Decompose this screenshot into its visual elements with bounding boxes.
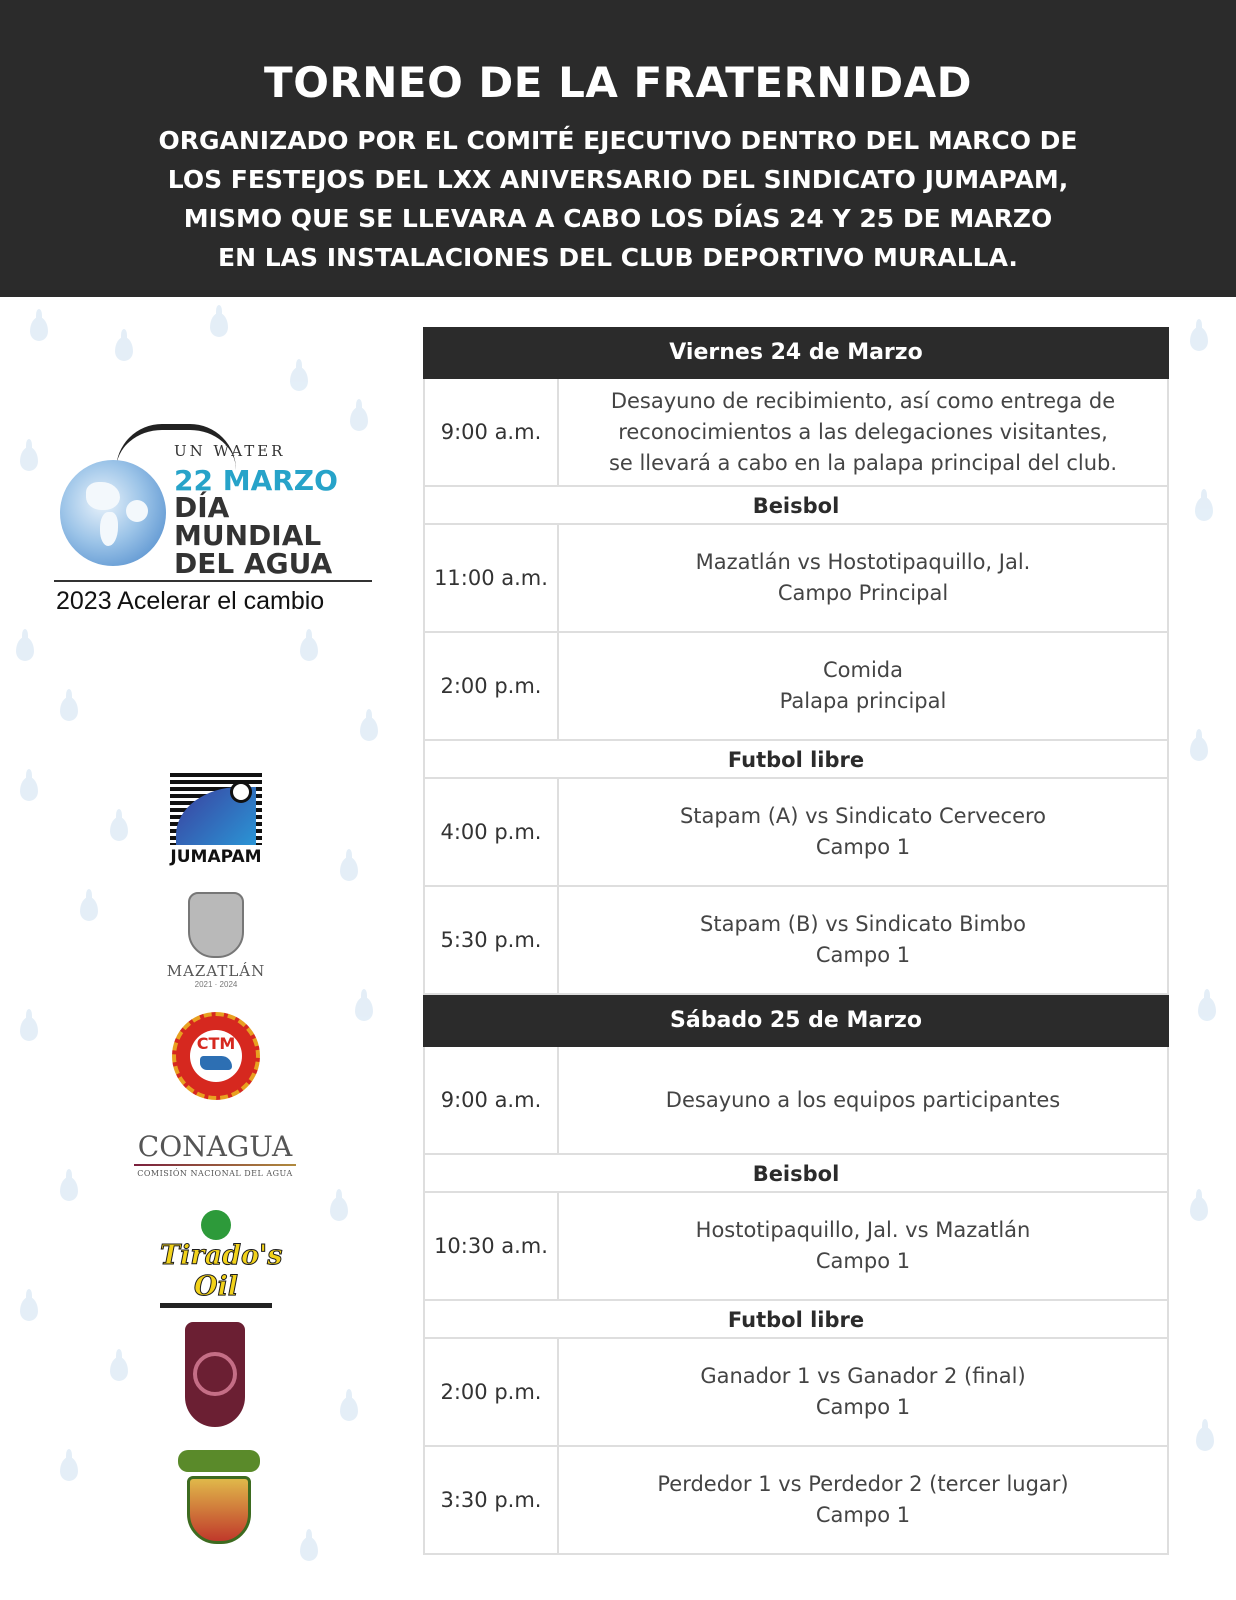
water-day-date: 22 MARZO: [174, 464, 338, 497]
page-title: TORNEO DE LA FRATERNIDAD: [264, 58, 972, 107]
day-header: Viernes 24 de Marzo: [423, 327, 1169, 379]
tirados-oil-logo: [160, 1210, 283, 1302]
event-time: 11:00 a.m.: [425, 525, 559, 631]
raindrop-icon: [1195, 497, 1213, 521]
event-location: Campo 1: [815, 1249, 911, 1273]
event-line: Stapam (A) vs Sindicato Cervecero: [679, 804, 1047, 828]
table-row: [423, 525, 1169, 633]
tirados-label: Tirado's Oil: [160, 1240, 283, 1302]
raindrop-icon: [360, 717, 378, 741]
jumapam-label: JUMAPAM: [170, 847, 262, 867]
table-row: [423, 779, 1169, 887]
divider: [54, 580, 372, 582]
event-time: 4:00 p.m.: [425, 779, 559, 885]
raindrop-icon: [355, 997, 373, 1021]
raindrop-icon: [1190, 737, 1208, 761]
un-water-label: UN WATER: [174, 442, 286, 460]
raindrop-icon: [1198, 997, 1216, 1021]
ctm-logo: [172, 1012, 260, 1100]
raindrop-icon: [16, 637, 34, 661]
raindrop-icon: [80, 897, 98, 921]
ctm-label: CTM: [196, 1034, 236, 1053]
event-time: 5:30 p.m.: [425, 887, 559, 993]
event-location: Palapa principal: [779, 689, 947, 713]
event-line: Desayuno a los equipos participantes: [665, 1087, 1061, 1112]
ipn-logo: [185, 1322, 245, 1427]
table-row: [423, 633, 1169, 741]
event-line: Stapam (B) vs Sindicato Bimbo: [700, 912, 1026, 936]
raindrop-icon: [1190, 1197, 1208, 1221]
event-description: [559, 887, 1167, 993]
mexico-map-icon: [200, 1056, 232, 1070]
header-banner: [0, 0, 1236, 297]
event-description: [559, 1339, 1167, 1445]
raindrop-icon: [300, 1537, 318, 1561]
eagle-shield-icon: [187, 1476, 251, 1544]
eagle-crest-logo: [178, 1450, 260, 1550]
event-time: 9:00 a.m.: [425, 379, 559, 485]
raindrop-icon: [110, 1357, 128, 1381]
raindrop-icon: [340, 1397, 358, 1421]
event-description: [559, 1047, 1167, 1153]
sport-category: Beisbol: [423, 1155, 1169, 1193]
table-row: [423, 379, 1169, 487]
jumapam-logo: [170, 773, 262, 873]
event-location: Campo 1: [815, 943, 911, 967]
event-line: Desayuno de recibimiento, así como entrega de: [610, 388, 1116, 413]
mazatlan-label: MAZATLÁN: [166, 962, 266, 980]
globe-icon: [60, 460, 166, 566]
mazatlan-logo: [160, 892, 272, 987]
event-location: Campo 1: [815, 1395, 911, 1419]
event-description: [559, 379, 1167, 485]
raindrop-icon: [110, 817, 128, 841]
raindrop-icon: [300, 637, 318, 661]
event-description: [559, 779, 1167, 885]
raindrop-icon: [20, 447, 38, 471]
mazatlan-crest-icon: [188, 892, 244, 958]
subtitle-line: EN LAS INSTALACIONES DEL CLUB DEPORTIVO MURALLA.: [218, 243, 1018, 272]
event-line: Perdedor 1 vs Perdedor 2 (tercer lugar): [657, 1472, 1069, 1496]
gear-icon: [193, 1352, 237, 1396]
raindrop-icon: [330, 1197, 348, 1221]
event-line: se llevará a cabo en la palapa principal del club.: [608, 450, 1118, 475]
table-row: [423, 1047, 1169, 1155]
water-day-tagline: 2023 Acelerar el cambio: [56, 587, 325, 615]
schedule-table: [423, 327, 1169, 1555]
event-time: 10:30 a.m.: [425, 1193, 559, 1299]
event-location: Campo Principal: [777, 581, 949, 605]
raindrop-icon: [350, 407, 368, 431]
event-description: [559, 1447, 1167, 1553]
conagua-logo: [134, 1130, 296, 1180]
event-time: 3:30 p.m.: [425, 1447, 559, 1553]
sport-category: Futbol libre: [423, 741, 1169, 779]
sport-category: Beisbol: [423, 487, 1169, 525]
event-line: Mazatlán vs Hostotipaquillo, Jal.: [695, 550, 1031, 574]
raindrop-icon: [115, 337, 133, 361]
recycle-icon: [201, 1210, 231, 1240]
subtitle-line: LOS FESTEJOS DEL LXX ANIVERSARIO DEL SINDICATO JUMAPAM,: [167, 165, 1069, 194]
raindrop-icon: [1196, 1427, 1214, 1451]
table-row: [423, 887, 1169, 995]
raindrop-icon: [60, 1457, 78, 1481]
water-day-title-line: DEL AGUA: [174, 547, 333, 580]
raindrop-icon: [20, 777, 38, 801]
mazatlan-years: 2021 · 2024: [194, 980, 238, 989]
event-time: 2:00 p.m.: [425, 633, 559, 739]
table-row: [423, 1193, 1169, 1301]
event-time: 2:00 p.m.: [425, 1339, 559, 1445]
raindrop-icon: [20, 1017, 38, 1041]
event-description: [559, 1193, 1167, 1299]
event-location: Campo 1: [815, 1503, 911, 1527]
raindrop-icon: [20, 1297, 38, 1321]
raindrop-icon: [340, 857, 358, 881]
sport-category: Futbol libre: [423, 1301, 1169, 1339]
event-line: Comida: [822, 658, 903, 682]
event-line: Hostotipaquillo, Jal. vs Mazatlán: [695, 1218, 1031, 1242]
table-row: [423, 1447, 1169, 1555]
raindrop-icon: [1190, 327, 1208, 351]
page-subtitle: [0, 121, 1236, 277]
day-header: Sábado 25 de Marzo: [423, 995, 1169, 1047]
event-location: Campo 1: [815, 835, 911, 859]
raindrop-icon: [30, 317, 48, 341]
event-line: Ganador 1 vs Ganador 2 (final): [700, 1364, 1026, 1388]
event-description: [559, 633, 1167, 739]
water-day-title: [174, 491, 384, 580]
raindrop-icon: [60, 1177, 78, 1201]
conagua-label: CONAGUA: [137, 1130, 293, 1163]
event-line: reconocimientos a las delegaciones visitantes,: [618, 419, 1108, 444]
water-day-title-line: DÍA MUNDIAL: [174, 491, 322, 552]
raindrop-icon: [290, 367, 308, 391]
world-water-day-logo: [54, 430, 384, 620]
event-time: 9:00 a.m.: [425, 1047, 559, 1153]
conagua-sublabel: COMISIÓN NACIONAL DEL AGUA: [137, 1169, 293, 1178]
raindrop-icon: [210, 313, 228, 337]
table-row: [423, 1339, 1169, 1447]
raindrop-icon: [60, 697, 78, 721]
subtitle-line: MISMO QUE SE LLEVARA A CABO LOS DÍAS 24 Y 25 DE MARZO: [183, 204, 1053, 233]
subtitle-line: ORGANIZADO POR EL COMITÉ EJECUTIVO DENTRO DEL MARCO DE: [158, 126, 1078, 155]
event-description: [559, 525, 1167, 631]
